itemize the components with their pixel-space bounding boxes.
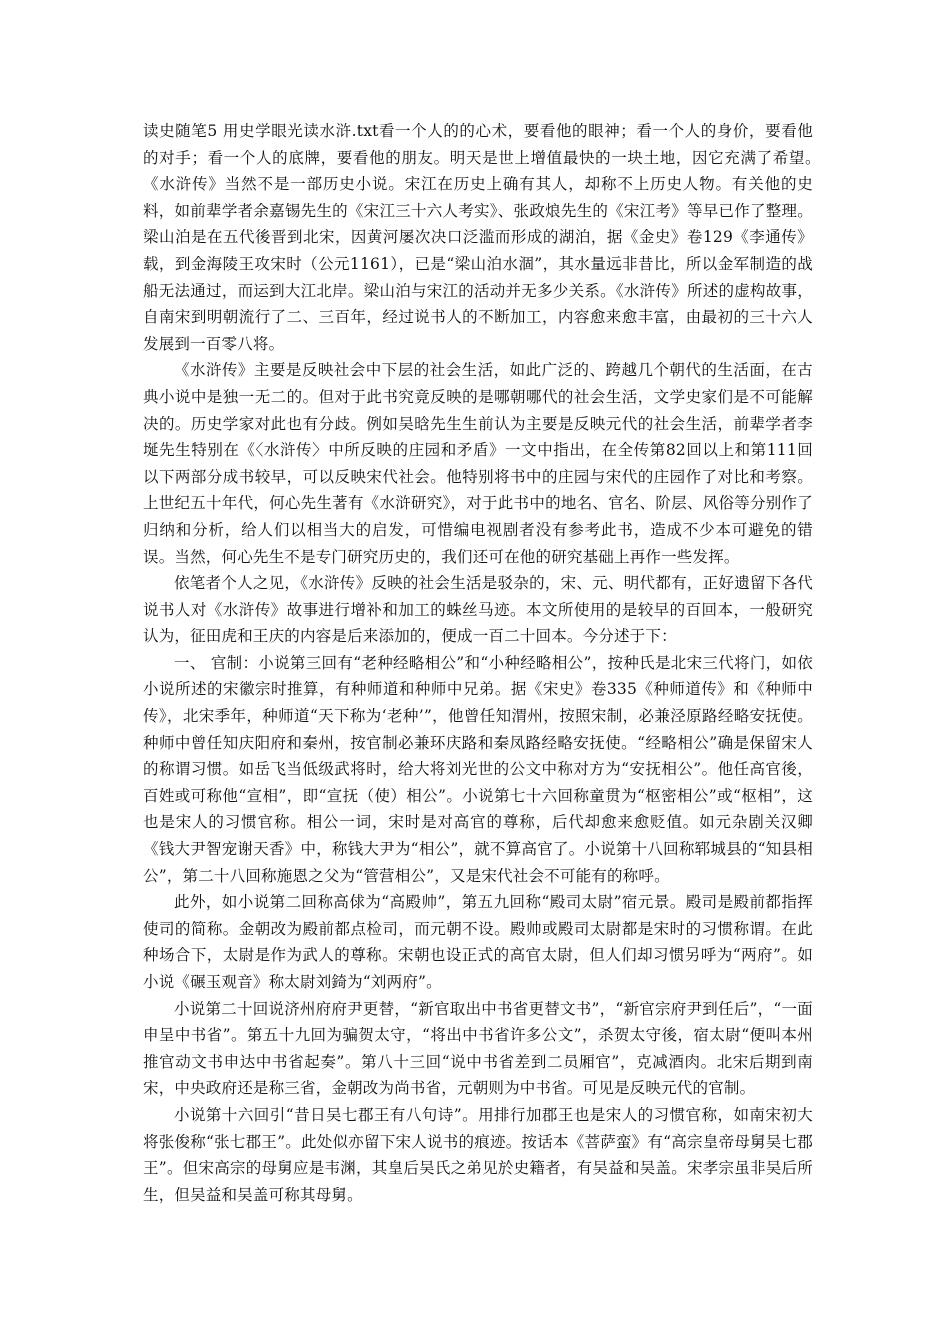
paragraph-4: 一、 官制：小说第三回有“老种经略相公”和“小种经略相公”，按种氏是北宋三代将门，如依小说所述的宋徽宗时推算，有种师道和种师中兄弟。据《宋史》卷335《种师道传》和《种师中传》，北宋季年，种师道“天下称为‘老种’”，他曾任知渭州，按照宋制，必兼泾原路经略安抚使。种师中曾任知庆阳府和秦州，按官制必兼环庆路和秦凤路经略安抚使。“经略相公”确是保留宋人的称谓习惯。如岳飞当低级武将时，给大将刘光世的公文中称对方为“安抚相公”。他任高官後，百姓或可称他“宣相”，即“宣抚（使）相公”。小说第七十六回称童贯为“枢密相公”或“枢相”，这也是宋人的习惯官称。相公一词，宋时是对高官的尊称，后代却愈来愈贬值。如元杂剧关汉卿《钱大尹智宠谢天香》中，称钱大尹为“相公”，就不算高官了。小说第十八回称郓城县的“知县相公”，第二十八回称施恩之父为“管营相公”，又是宋代社会不可能有的称呼。	[143, 653, 813, 885]
article-body	[143, 118, 845, 1208]
paragraph-3: 依笔者个人之见，《水浒传》反映的社会生活是驳杂的，宋、元、明代都有，正好遗留下各代说书人对《水浒传》故事进行增补和加工的蛛丝马迹。本文所使用的是较早的百回本，一般研究认为，征田虎和王庆的内容是后来添加的，便成一百二十回本。今分述于下：	[143, 574, 813, 646]
paragraph-5: 此外，如小说第二回称高俅为“高殿帅”，第五九回称“殿司太尉”宿元景。殿司是殿前都指挥使司的简称。金朝改为殿前都点检司，而元朝不设。殿帅或殿司太尉都是宋时的习惯称谓。在此种场合下，太尉是作为武人的尊称。宋朝也设正式的高官太尉，但人们却习惯另呼为“两府”。如小说《碾玉观音》称太尉刘錡为“刘两府”。	[143, 893, 813, 991]
paragraph-1: 读史随笔5 用史学眼光读水浒.txt看一个人的的心术，要看他的眼神；看一个人的身价，要看他的对手；看一个人的底牌，要看他的朋友。明天是世上增值最快的一块土地，因它充满了希望。 《水浒传》当然不是一部历史小说。宋江在历史上确有其人，却称不上历史人物。有关他的史料，如前辈学者余嘉锡先生的《宋江三十六人考实》、张政烺先生的《宋江考》等早已作了整理。梁山泊是在五代後晋到北宋，因黄河屡次决口泛滥而形成的湖泊，据《金史》卷129《李通传》载，到金海陵王攻宋时（公元1161），已是“梁山泊水涸”，其水量远非昔比，所以金军制造的战船无法通过，而运到大江北岸。梁山泊与宋江的活动并无多少关系。《水浒传》所述的虚构故事，自南宋到明朝流行了二、三百年，经过说书人的不断加工，内容愈来愈丰富，由最初的三十六人发展到一百零八将。	[143, 122, 845, 353]
paragraph-6: 小说第二十回说济州府府尹更替，“新官取出中书省更替文书”，“新官宗府尹到任后”，“一面申呈中书省”。第五十九回为骗贺太守，“将出中书省许多公文”，杀贺太守後，宿太尉“便叫本州推官动文书申达中书省起奏”。第八十三回“说中书省差到二员厢官”，克减酒肉。北宋后期到南宋，中央政府还是称三省，金朝改为尚书省，元朝则为中书省。可见是反映元代的官制。	[143, 999, 813, 1098]
paragraph-7: 小说第十六回引“昔日吴七郡王有八句诗”。用排行加郡王也是宋人的习惯官称，如南宋初大将张俊称“张七郡王”。此处似亦留下宋人说书的痕迹。按话本《菩萨蛮》有“高宗皇帝母舅吴七郡王”。但宋高宗的母舅应是韦渊，其皇后吴氏之弟见於史籍者，有吴益和吴盖。宋孝宗虽非吴后所生，但吴益和吴盖可称其母舅。	[143, 1105, 813, 1204]
paragraph-2: 《水浒传》主要是反映社会中下层的社会生活，如此广泛的、跨越几个朝代的生活面，在古典小说中是独一无二的。但对于此书究竟反映的是哪朝哪代的社会生活，文学史家们是不可能解决的。历史学家对此也有分歧。例如吴晗先生生前认为主要是反映元代的社会生活，前辈学者李埏先生特别在《〈水浒传〉中所反映的庄园和矛盾》一文中指出，在全传第82回以上和第111回以下两部分成书较早，可以反映宋代社会。他特别将书中的庄园与宋代的庄园作了对比和考察。上世纪五十年代，何心先生著有《水浒研究》，对于此书中的地名、官名、阶层、风俗等分别作了归纳和分析，给人们以相当大的启发，可惜编电视剧者没有参考此书，造成不少本可避免的错误。当然，何心先生不是专门研究历史的，我们还可在他的研究基础上再作一些发挥。	[143, 361, 813, 566]
